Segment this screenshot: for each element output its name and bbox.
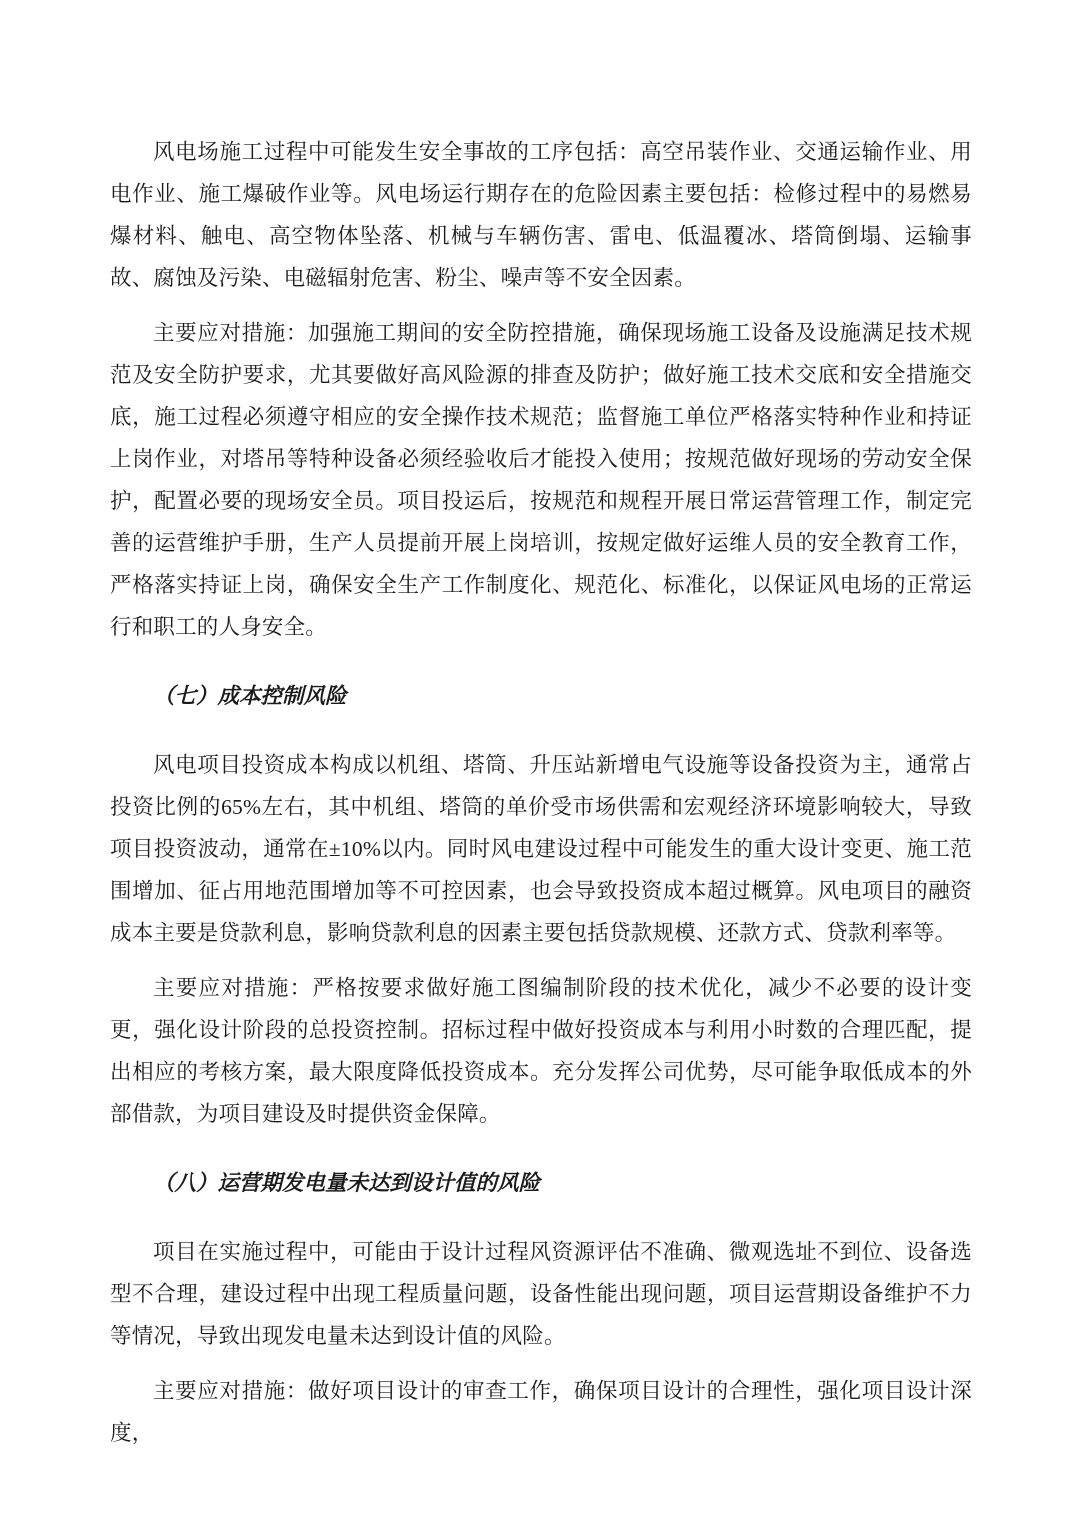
- paragraph-generation-shortfall-causes: 项目在实施过程中，可能由于设计过程风资源评估不准确、微观选址不到位、设备选型不合理，建设过程中出现工程质量问题，设备性能出现问题，项目运营期设备维护不力等情况，导致出现发电量未达到设计值的风险。: [110, 1240, 972, 1348]
- paragraph-construction-safety-risks: 风电场施工过程中可能发生安全事故的工序包括：高空吊装作业、交通运输作业、用电作业、施工爆破作业等。风电场运行期存在的危险因素主要包括：检修过程中的易燃易爆材料、触电、高空物体坠落、机械与车辆伤害、雷电、低温覆冰、塔筒倒塌、运输事故、腐蚀及污染、电磁辐射危害、粉尘、噪声等不安全因素。: [110, 140, 972, 290]
- heading-generation-below-design-risk: （八）运营期发电量未达到设计值的风险: [153, 1171, 541, 1195]
- heading-cost-control-risk: （七）成本控制风险: [153, 684, 347, 708]
- paragraph-cost-countermeasures: 主要应对措施：严格按要求做好施工图编制阶段的技术优化，减少不必要的设计变更，强化设计阶段的总投资控制。招标过程中做好投资成本与利用小时数的合理匹配，提出相应的考核方案，最大限度降低投资成本。充分发挥公司优势，尽可能争取低成本的外部借款，为项目建设及时提供资金保障。: [110, 976, 972, 1126]
- paragraph-investment-cost-composition: 风电项目投资成本构成以机组、塔筒、升压站新增电气设施等设备投资为主，通常占投资比例的65%左右，其中机组、塔筒的单价受市场供需和宏观经济环境影响较大，导致项目投资波动，通常在±10%以内。同时风电建设过程中可能发生的重大设计变更、施工范围增加、征占用地范围增加等不可控因素，也会导致投资成本超过概算。风电项目的融资成本主要是贷款利息，影响贷款利息的因素主要包括贷款规模、还款方式、贷款利率等。: [110, 753, 972, 945]
- paragraph-design-review-countermeasures: 主要应对措施：做好项目设计的审查工作，确保项目设计的合理性，强化项目设计深度，: [110, 1379, 972, 1445]
- paragraph-safety-countermeasures: 主要应对措施：加强施工期间的安全防控措施，确保现场施工设备及设施满足技术规范及安全防护要求，尤其要做好高风险源的排查及防护；做好施工技术交底和安全措施交底，施工过程必须遵守相应的安全操作技术规范；监督施工单位严格落实特种作业和持证上岗作业，对塔吊等特种设备必须经验收后才能投入使用；按规范做好现场的劳动安全保护，配置必要的现场安全员。项目投运后，按规范和规程开展日常运营管理工作，制定完善的运营维护手册，生产人员提前开展上岗培训，按规定做好运维人员的安全教育工作，严格落实持证上岗，确保安全生产工作制度化、规范化、标准化，以保证风电场的正常运行和职工的人身安全。: [110, 321, 972, 639]
